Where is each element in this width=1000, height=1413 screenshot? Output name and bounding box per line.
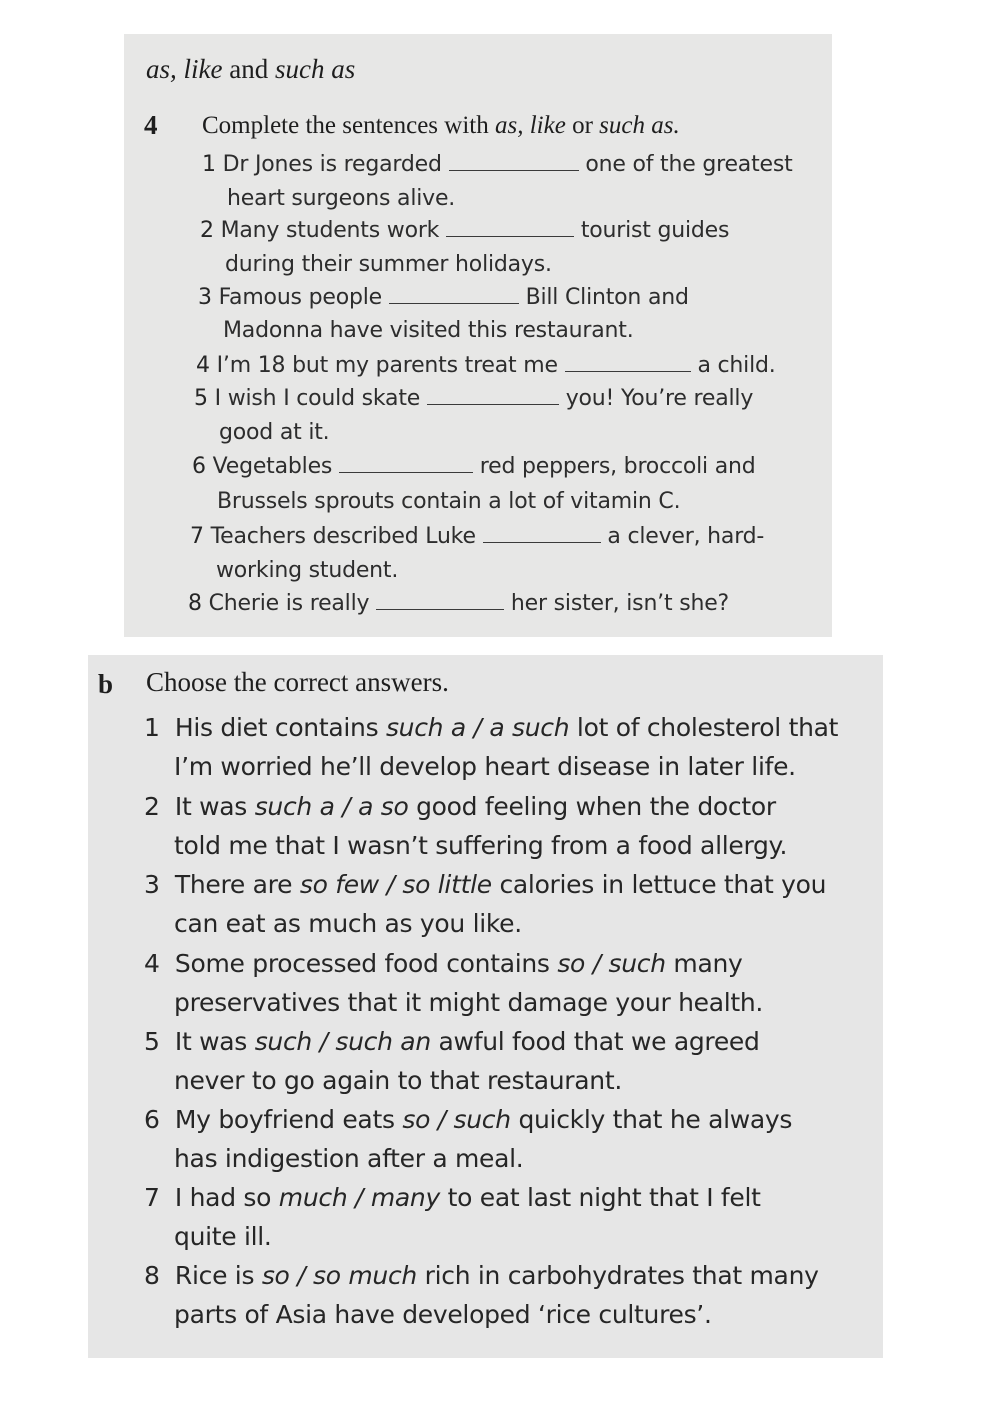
item-continuation: Madonna have visited this restaurant. — [223, 318, 634, 343]
item-text: a child. — [697, 353, 776, 378]
list-item — [144, 713, 838, 742]
instruction-or: or — [572, 112, 593, 139]
item-number: 4 — [144, 949, 160, 978]
item-number: 3 — [198, 285, 212, 310]
item-continuation: never to go again to that restaurant. — [174, 1066, 622, 1095]
item-text: It was — [174, 1027, 248, 1056]
item-text: Many students work — [220, 218, 440, 243]
answer-option[interactable]: so few — [299, 870, 379, 899]
item-number: 4 — [196, 353, 210, 378]
item-continuation: good at it. — [219, 420, 330, 445]
item-text: Vegetables — [212, 454, 333, 479]
item-text: rich in carbohydrates that many — [424, 1261, 819, 1290]
item-text: you! You’re really — [565, 386, 754, 411]
item-number: 5 — [144, 1027, 160, 1056]
option-separator: / — [437, 1105, 446, 1134]
item-number: 2 — [200, 218, 214, 243]
list-item — [144, 949, 743, 978]
list-item — [188, 591, 729, 616]
answer-option[interactable]: so — [402, 1105, 431, 1134]
item-continuation: I’m worried he’ll develop heart disease in later life. — [174, 752, 796, 781]
item-text: many — [673, 949, 743, 978]
exercise-b-panel — [88, 655, 883, 1358]
answer-blank[interactable] — [427, 386, 559, 405]
item-number: 8 — [144, 1261, 160, 1290]
item-continuation: told me that I wasn’t suffering from a food allergy. — [174, 831, 788, 860]
exercise-4-panel — [124, 34, 832, 637]
answer-blank[interactable] — [339, 454, 473, 473]
answer-option[interactable]: such an — [335, 1027, 431, 1056]
item-continuation: quite ill. — [174, 1222, 272, 1251]
item-text: lot of cholesterol that — [576, 713, 839, 742]
heading-like: like — [183, 54, 223, 84]
list-item — [144, 792, 776, 821]
list-item — [200, 218, 729, 243]
exercise-instruction — [202, 112, 680, 140]
item-continuation: has indigestion after a meal. — [174, 1144, 524, 1173]
item-text: Famous people — [218, 285, 382, 310]
item-text: Teachers described Luke — [210, 524, 476, 549]
item-text: It was — [174, 792, 248, 821]
item-number: 6 — [192, 454, 206, 479]
answer-blank[interactable] — [565, 353, 691, 372]
item-text: There are — [174, 870, 293, 899]
item-text: Bill Clinton and — [525, 285, 689, 310]
item-text: calories in lettuce that you — [499, 870, 827, 899]
list-item — [190, 524, 764, 549]
option-separator: / — [473, 713, 482, 742]
instruction-such-as: such as. — [599, 112, 680, 139]
answer-blank[interactable] — [449, 152, 579, 171]
exercise-number: 4 — [144, 110, 158, 140]
item-continuation: preservatives that it might damage your health. — [174, 988, 764, 1017]
heading-and: and — [229, 54, 269, 84]
item-number: 5 — [194, 386, 208, 411]
item-continuation: can eat as much as you like. — [174, 909, 522, 938]
section-heading — [146, 54, 355, 85]
item-text: Cherie is really — [208, 591, 370, 616]
option-separator: / — [319, 1027, 328, 1056]
list-item — [144, 1027, 760, 1056]
item-text: to eat last night that I felt — [447, 1183, 761, 1212]
item-text: quickly that he always — [518, 1105, 793, 1134]
answer-blank[interactable] — [376, 591, 504, 610]
item-number: 6 — [144, 1105, 160, 1134]
item-number: 3 — [144, 870, 160, 899]
answer-option[interactable]: so little — [402, 870, 492, 899]
item-continuation: parts of Asia have developed ‘rice cultures’. — [174, 1300, 712, 1329]
item-text: red peppers, broccoli and — [479, 454, 756, 479]
item-text: Some processed food contains — [174, 949, 550, 978]
item-text: Rice is — [174, 1261, 255, 1290]
list-item — [202, 152, 793, 177]
list-item — [144, 1261, 819, 1290]
item-number: 7 — [144, 1183, 160, 1212]
list-item — [196, 353, 776, 378]
item-number: 8 — [188, 591, 202, 616]
item-text: awful food that we agreed — [438, 1027, 760, 1056]
answer-option[interactable]: so — [557, 949, 586, 978]
item-continuation: working student. — [216, 558, 399, 583]
instruction-like: like — [529, 112, 566, 139]
option-separator: / — [355, 1183, 364, 1212]
item-text: tourist guides — [580, 218, 730, 243]
item-continuation: heart surgeons alive. — [227, 186, 456, 211]
answer-option[interactable]: many — [370, 1183, 440, 1212]
answer-option[interactable]: so much — [313, 1261, 417, 1290]
exercise-letter: b — [98, 669, 114, 699]
answer-option[interactable]: a such — [489, 713, 570, 742]
list-item — [194, 386, 753, 411]
answer-blank[interactable] — [389, 285, 519, 304]
heading-as: as, — [146, 54, 177, 84]
option-separator: / — [297, 1261, 306, 1290]
item-text: her sister, isn’t she? — [510, 591, 730, 616]
item-number: 7 — [190, 524, 204, 549]
item-number: 1 — [202, 152, 216, 177]
list-item — [144, 870, 826, 899]
option-separator: / — [386, 870, 395, 899]
answer-option[interactable]: much — [278, 1183, 348, 1212]
answer-blank[interactable] — [483, 524, 601, 543]
list-item — [192, 454, 756, 479]
item-text: His diet contains — [174, 713, 379, 742]
item-text: good feeling when the doctor — [416, 792, 776, 821]
instruction-as: as, — [494, 112, 524, 139]
answer-blank[interactable] — [446, 218, 574, 237]
item-text: Dr Jones is regarded — [222, 152, 442, 177]
answer-option[interactable]: such — [453, 1105, 511, 1134]
item-number: 1 — [144, 713, 160, 742]
answer-option[interactable]: so — [261, 1261, 290, 1290]
item-text: one of the greatest — [585, 152, 793, 177]
list-item — [144, 1105, 792, 1134]
item-text: I’m 18 but my parents treat me — [216, 353, 558, 378]
answer-option[interactable]: such — [254, 1027, 312, 1056]
item-number: 2 — [144, 792, 160, 821]
list-item — [144, 1183, 761, 1212]
exercise-instruction: Choose the correct answers. — [146, 667, 449, 697]
option-separator: / — [592, 949, 601, 978]
answer-option[interactable]: such a — [385, 713, 466, 742]
answer-option[interactable]: a so — [358, 792, 409, 821]
item-text: a clever, hard- — [607, 524, 765, 549]
item-continuation: during their summer holidays. — [225, 252, 552, 277]
heading-such-as: such as — [274, 54, 356, 84]
instruction-text: Complete the sentences with — [202, 112, 489, 139]
answer-option[interactable]: such a — [254, 792, 335, 821]
item-continuation: Brussels sprouts contain a lot of vitamin C. — [217, 489, 681, 514]
option-separator: / — [342, 792, 351, 821]
item-text: I had so — [174, 1183, 272, 1212]
list-item — [198, 285, 689, 310]
answer-option[interactable]: such — [608, 949, 666, 978]
item-text: I wish I could skate — [214, 386, 421, 411]
item-text: My boyfriend eats — [174, 1105, 395, 1134]
